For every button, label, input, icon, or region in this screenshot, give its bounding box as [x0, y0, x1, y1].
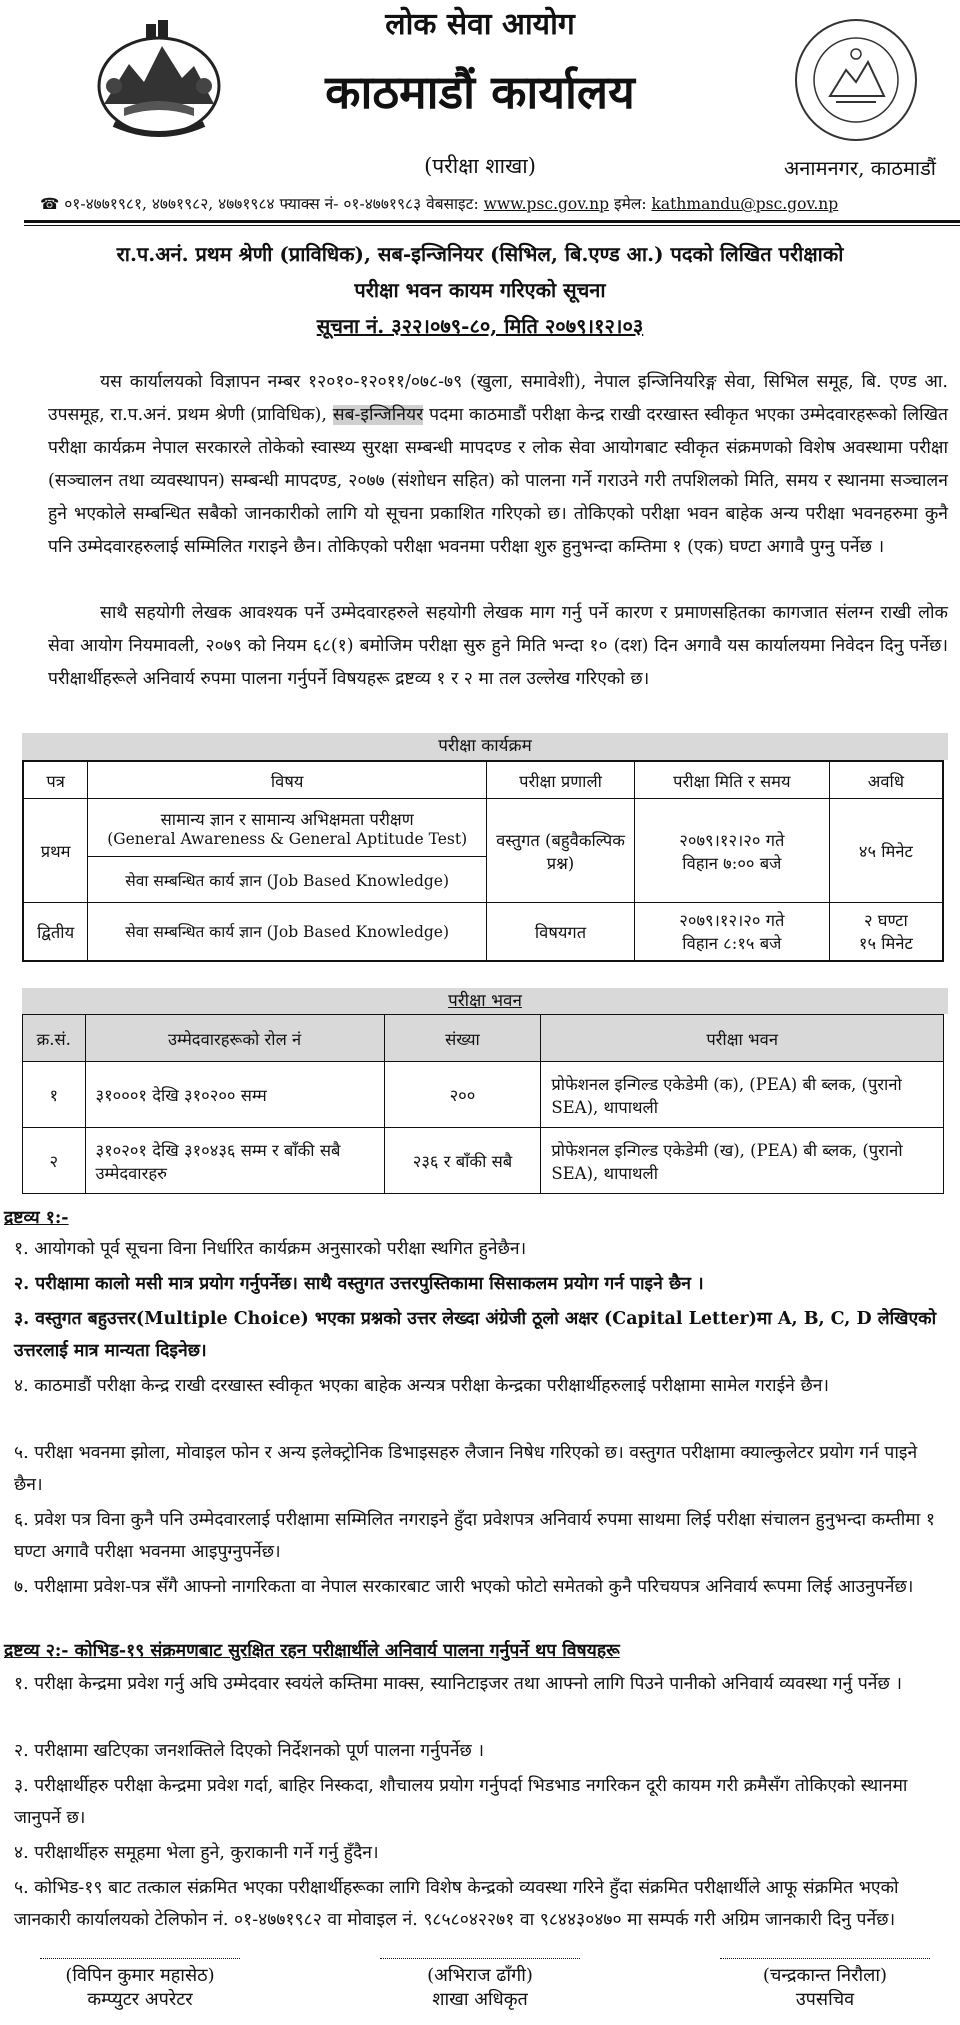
- note-2-item: २. परीक्षामा खटिएका जनशक्तिले दिएको निर्देशनको पूर्ण पालना गर्नुपर्नेछ ।: [14, 1741, 484, 1761]
- date-time-first: [634, 799, 829, 903]
- note-1-item: ४. काठमाडौं परीक्षा केन्द्र राखी दरखास्त स्वीकृत भएका बाहेक अन्यत्र परीक्षा केन्द्रका परीक्षार्थीहरुलाई परीक्षामा सामेल गराईने छैन।: [14, 1376, 830, 1396]
- system-subjective: विषयगत: [487, 903, 635, 961]
- date-first: २०७९।१२।२० गते: [679, 830, 785, 850]
- signatory-title: उपसचिव: [795, 1989, 855, 2010]
- note-2-item: ५. कोभिड-१९ बाट तत्काल संक्रमित भएका परीक्षार्थीहरूका लागि विशेष केन्द्रको व्यवस्था गरिने हुँदा संक्रमित परीक्षार्थीले आफू संक्रमित भएको जानकारी कार्यालयको टेलिफोन नं. ०१-४७७१९८२ वा मोवाइल नं. ९८५८०४२२७१ वा ९८४४३०४७० मा सम्पर्क गरी अग्रिम जानकारी दिनु पर्नेछ।: [14, 1878, 899, 1930]
- paper-first: प्रथम: [23, 799, 88, 903]
- exam-schedule-table: [22, 760, 944, 962]
- notice-paragraph-1: [48, 366, 948, 564]
- col-header-roll: उम्मेदवारहरूको रोल नं: [85, 1015, 384, 1062]
- date-time-second: [634, 903, 829, 961]
- subject-ga-english: (General Awareness & General Aptitude Test): [107, 830, 468, 848]
- notes-2-heading: द्रष्टव्य २:- कोभिड-१९ संक्रमणबाट सुरक्षित रहन परीक्षार्थीले अनिवार्य पालना गर्नुपर्ने थप विषयहरू: [4, 1641, 620, 1661]
- notice-title: रा.प.अनं. प्रथम श्रेणी (प्राविधिक), सब-इन्जिनियर (सिभिल, बि.एण्ड आ.) पदको लिखित परीक्षाको: [116, 242, 844, 266]
- signature-block: [720, 1958, 930, 2011]
- exam-venue-table: [22, 1014, 944, 1194]
- schedule-caption: परीक्षा कार्यक्रम: [22, 733, 948, 760]
- venue-roll-range: ३१०००१ देखि ३१०२०० सम्म: [85, 1062, 384, 1128]
- signatory-name: (विपिन कुमार महासेठ): [40, 1958, 240, 1987]
- duration-hours: २ घण्टा: [863, 911, 908, 931]
- venue-name: प्रोफेशनल इन्गिल्ड एकेडेमी (क), (PEA) बी ब्लक, (पुरानो SEA), थापाथली: [541, 1062, 944, 1128]
- table-row: [23, 1062, 944, 1128]
- venue-count: २००: [384, 1062, 541, 1128]
- col-header-venue: परीक्षा भवन: [541, 1015, 944, 1062]
- notice-subtitle: परीक्षा भवन कायम गरिएको सूचना: [354, 278, 606, 302]
- branch-label: (परीक्षा शाखा): [424, 154, 536, 178]
- paper-second: द्वितीय: [23, 903, 88, 961]
- time-first: विहान ७:०० बजे: [682, 853, 782, 873]
- fax-number: फ्याक्स नं- ०१-४७७१९८३: [279, 195, 422, 213]
- signatory-name: (अभिराज ढाँगी): [380, 1958, 580, 1987]
- paragraph-1-text-b: पदमा काठमाडौं परीक्षा केन्द्र राखी दरखास्त स्वीकृत भएका उम्मेदवारहरूको लिखित परीक्षा कार्यक्रम नेपाल सरकारले तोकेको स्वास्थ्य सुरक्षा सम्बन्धी मापदण्ड र लोक सेवा आयोगबाट स्वीकृत संक्रमणको विशेष अवस्थामा परीक्षा (सञ्चालन तथा व्यवस्थापन) सम्बन्धी मापदण्ड, २०७७ (संशोधन सहित) को पालना गर्ने गराउने गरी तपशिलको मिति, समय र स्थानमा सञ्चालन हुने भएकोले सम्बन्धित सबैको जानकारीको लागि यो सूचना प्रकाशित गरिएको छ। तोकिएको परीक्षा भवन बाहेक अन्य परीक्षा भवनहरुमा कुनै पनि उम्मेदवारहरुलाई सम्मिलित गराइने छैन। तोकिएको परीक्षा भवनमा परीक्षा शुरु हुनुभन्दा कम्तिमा १ (एक) घण्टा अगावै पुग्नु पर्नेछ ।: [48, 405, 948, 557]
- signatory-name: (चन्द्रकान्त निरौला): [720, 1958, 930, 1987]
- subject-general-awareness: [88, 799, 487, 857]
- header-divider-thin: [24, 225, 960, 226]
- note-1-item: २. परीक्षामा कालो मसी मात्र प्रयोग गर्नुपर्नेछ। साथै वस्तुगत उत्तरपुस्तिकामा सिसाकलम प्रयोग गर्न पाइने छैन ।: [14, 1274, 704, 1294]
- signatory-title: कम्प्युटर अपरेटर: [87, 1989, 193, 2010]
- col-header-system: परीक्षा प्रणाली: [487, 761, 635, 799]
- notes-1-heading: द्रष्टव्य १:-: [4, 1208, 69, 1228]
- venue-sn: १: [23, 1062, 86, 1128]
- subject-ga-nepali: सामान्य ज्ञान र सामान्य अभिक्षमता परीक्षण: [160, 810, 414, 829]
- duration-first: ४५ मिनेट: [829, 799, 943, 903]
- signature-block: [40, 1958, 240, 2011]
- venue-sn: २: [23, 1128, 86, 1194]
- office-address: अनामनगर, काठमाडौं: [784, 156, 936, 180]
- organization-name: लोक सेवा आयोग: [385, 7, 575, 42]
- table-header-row: [23, 761, 943, 799]
- time-second: विहान ८:१५ बजे: [682, 934, 782, 954]
- subject-job-knowledge-2: सेवा सम्बन्धित कार्य ज्ञान (Job Based Knowledge): [88, 903, 487, 961]
- contact-line: [40, 192, 960, 214]
- date-second: २०७९।१२।२० गते: [679, 911, 785, 931]
- header-divider: [24, 220, 960, 223]
- col-header-date: परीक्षा मिति र समय: [634, 761, 829, 799]
- email-label: इमेल:: [613, 195, 647, 213]
- nepal-emblem-icon: [84, 16, 234, 146]
- phone-numbers: ☎ ०१-४७७१९८१, ४७७१९८२, ४७७१९८४: [40, 195, 275, 213]
- note-1-item: ३. वस्तुगत बहुउत्तर(Multiple Choice) भएका प्रश्नको उत्तर लेख्दा अंग्रेजी ठूलो अक्षर (Capital Letter)मा A, B, C, D लेखिएको उत्तरलाई मात्र मान्यता दिइनेछ।: [14, 1309, 937, 1361]
- note-1-item: ६. प्रवेश पत्र विना कुनै पनि उम्मेदवारलाई परीक्षामा सम्मिलित नगराइने हुँदा प्रवेशपत्र अनिवार्य रुपमा साथमा लिई परीक्षा संचालन हुनुभन्दा कम्तीमा १ घण्टा अगावै परीक्षा भवनमा आइपुग्नुपर्नेछ।: [14, 1510, 935, 1562]
- table-row: [23, 1128, 944, 1194]
- website-link[interactable]: www.psc.gov.np: [483, 195, 610, 213]
- note-1-item: १. आयोगको पूर्व सूचना विना निर्धारित कार्यक्रम अनुसारको परीक्षा स्थगित हुनेछैन।: [14, 1239, 527, 1259]
- note-2-item: ४. परीक्षार्थीहरु समूहमा भेला हुने, कुराकानी गर्ने गर्नु हुँदैन।: [14, 1843, 379, 1863]
- duration-minutes: १५ मिनेट: [858, 934, 913, 954]
- duration-second: [829, 903, 943, 961]
- website-label: वेबसाइट:: [426, 195, 479, 213]
- subject-job-knowledge: सेवा सम्बन्धित कार्य ज्ञान (Job Based Knowledge): [88, 857, 487, 903]
- signatory-title: शाखा अधिकृत: [432, 1989, 528, 2010]
- psc-seal-icon: [790, 14, 922, 146]
- notice-number: सूचना नं. ३२२।०७९-८०, मिति २०७९।१२।०३: [316, 314, 644, 338]
- col-header-paper: पत्र: [23, 761, 88, 799]
- note-2-item: ३. परीक्षार्थीहरु परीक्षा केन्द्रमा प्रवेश गर्दा, बाहिर निस्कदा, शौचालय प्रयोग गर्नुपर्दा भिडभाड नगरिकन दूरी कायम गरी क्रमैसँग तोकिएको स्थानमा जानुपर्ने छ।: [14, 1776, 908, 1828]
- highlighted-post-name: सब-इन्जिनियर: [332, 405, 424, 425]
- paragraph-1-text-a: यस कार्यालयको विज्ञापन नम्बर १२०१०-१२०११/०७८-७९ (खुला, समावेशी), नेपाल इन्जिनियरिङ्ग सेवा, सिभिल समूह, बि. एण्ड आ. उपसमूह, रा.प.अनं. प्रथम श्रेणी (प्राविधिक),: [48, 372, 948, 425]
- col-header-sn: क्र.सं.: [23, 1015, 86, 1062]
- system-objective: वस्तुगत (बहुवैकल्पिक प्रश्न): [487, 799, 635, 903]
- signature-block: [380, 1958, 580, 2011]
- notice-paragraph-2: साथै सहयोगी लेखक आवश्यक पर्ने उम्मेदवारहरुले सहयोगी लेखक माग गर्नु पर्ने कारण र प्रमाणसहितका कागजात संलग्न राखी लोक सेवा आयोग नियमावली, २०७९ को नियम ६८(१) बमोजिम परीक्षा सुरु हुने मिति भन्दा १० (दश) दिन अगावै यस कार्यालयमा निवेदन दिनु पर्नेछ। परीक्षार्थीहरूले अनिवार्य रुपमा पालना गर्नुपर्ने विषयहरू द्रष्टव्य १ र २ मा तल उल्लेख गरिएको छ।: [48, 603, 948, 689]
- office-name: काठमाडौं कार्यालय: [325, 65, 635, 119]
- table-header-row: [23, 1015, 944, 1062]
- table-row: [23, 903, 943, 961]
- venue-caption: परीक्षा भवन: [22, 988, 948, 1014]
- note-1-item: ५. परीक्षा भवनमा झोला, मोवाइल फोन र अन्य इलेक्ट्रोनिक डिभाइसहरु लैजान निषेध गरिएको छ। वस्तुगत परीक्षामा क्याल्कुलेटर प्रयोग गर्न पाइने छैन।: [14, 1443, 918, 1495]
- venue-roll-range: ३१०२०१ देखि ३१०४३६ सम्म र बाँकी सबै उम्मेदवारहरु: [85, 1128, 384, 1194]
- note-2-item: १. परीक्षा केन्द्रमा प्रवेश गर्नु अघि उम्मेदवार स्वयंले कम्तिमा माक्स, स्यानिटाइजर तथा आफ्नो लागि पिउने पानीको अनिवार्य व्यवस्था गर्नु पर्नेछ ।: [14, 1674, 902, 1694]
- col-header-count: संख्या: [384, 1015, 541, 1062]
- table-row: [23, 799, 943, 857]
- email-link[interactable]: kathmandu@psc.gov.np: [651, 195, 839, 213]
- venue-count: २३६ र बाँकी सबै: [384, 1128, 541, 1194]
- note-1-item: ७. परीक्षामा प्रवेश-पत्र सँगै आफ्नो नागरिकता वा नेपाल सरकारबाट जारी भएको फोटो समेतको कुनै परिचयपत्र अनिवार्य रूपमा लिई आउनुपर्नेछ।: [14, 1577, 914, 1597]
- venue-name: प्रोफेशनल इन्गिल्ड एकेडेमी (ख), (PEA) बी ब्लक, (पुरानो SEA), थापाथली: [541, 1128, 944, 1194]
- col-header-subject: विषय: [88, 761, 487, 799]
- col-header-duration: अवधि: [829, 761, 943, 799]
